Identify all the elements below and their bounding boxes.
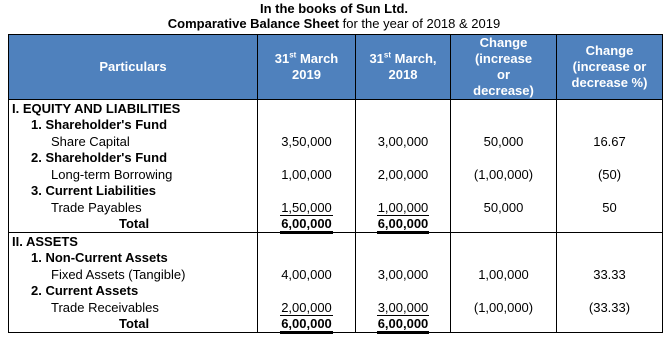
- value-change: (1,00,000): [451, 166, 557, 183]
- value-2019: 1,00,000: [258, 166, 356, 183]
- group-heading: 1. Shareholder's Fund: [9, 117, 258, 134]
- group-heading: 3. Current Liabilities: [9, 183, 258, 200]
- value-change-percent: (33.33): [557, 299, 663, 316]
- header-change: Change (increase or decrease): [451, 35, 557, 100]
- group-heading: 2. Current Assets: [9, 283, 258, 300]
- row-label: Share Capital: [9, 133, 258, 150]
- header-particulars: Particulars: [9, 35, 258, 100]
- value-2018: 3,00,000: [356, 299, 451, 316]
- value-2019: 2,00,000: [258, 299, 356, 316]
- header-2019: 31st March 2019: [258, 35, 356, 100]
- table-row: [9, 133, 663, 150]
- table-row: [9, 199, 663, 216]
- total-2019: 6,00,000: [258, 316, 356, 333]
- section-heading: I. EQUITY AND LIABILITIES: [9, 100, 258, 117]
- value-2018: 2,00,000: [356, 166, 451, 183]
- document-title: In the books of Sun Ltd.: [259, 1, 409, 16]
- group-heading: 2. Shareholder's Fund: [9, 150, 258, 167]
- value-2019: 4,00,000: [258, 266, 356, 283]
- table-row: [9, 166, 663, 183]
- document-subtitle: [0, 16, 668, 32]
- row-label: Trade Payables: [9, 199, 258, 216]
- total-label: Total: [9, 316, 258, 333]
- value-2019: 3,50,000: [258, 133, 356, 150]
- header-2018: 31st March, 2018: [356, 35, 451, 100]
- subtitle-bold: Comparative Balance Sheet: [167, 16, 340, 31]
- row-label: Trade Receivables: [9, 299, 258, 316]
- value-change: 50,000: [451, 133, 557, 150]
- table-row: [9, 233, 663, 250]
- table-row: [9, 283, 663, 300]
- group-heading: 1. Non-Current Assets: [9, 250, 258, 267]
- value-change-percent: (50): [557, 166, 663, 183]
- value-change: 1,00,000: [451, 266, 557, 283]
- total-label: Total: [9, 216, 258, 233]
- header-change-percent: Change (increase or decrease %): [557, 35, 663, 100]
- row-label: Long-term Borrowing: [9, 166, 258, 183]
- value-2018: 3,00,000: [356, 133, 451, 150]
- value-change-percent: 50: [557, 199, 663, 216]
- table-row: [9, 316, 663, 333]
- table-row: [9, 150, 663, 167]
- row-label: Fixed Assets (Tangible): [9, 266, 258, 283]
- value-2019: 1,50,000: [258, 199, 356, 216]
- table-row: [9, 299, 663, 316]
- table-row: [9, 250, 663, 267]
- table-row: [9, 183, 663, 200]
- total-2018: 6,00,000: [356, 216, 451, 233]
- comparative-balance-sheet-table: [8, 34, 663, 333]
- table-row: [9, 100, 663, 117]
- value-change-percent: 16.67: [557, 133, 663, 150]
- value-2018: 3,00,000: [356, 266, 451, 283]
- subtitle-rest: for the year of 2018 & 2019: [339, 16, 501, 31]
- total-2018: 6,00,000: [356, 316, 451, 333]
- table-row: [9, 117, 663, 134]
- value-2018: 1,00,000: [356, 199, 451, 216]
- table-header-row: [9, 35, 663, 100]
- value-change-percent: 33.33: [557, 266, 663, 283]
- value-change: 50,000: [451, 199, 557, 216]
- table-row: [9, 216, 663, 233]
- table-row: [9, 266, 663, 283]
- section-heading: II. ASSETS: [9, 233, 258, 250]
- value-change: (1,00,000): [451, 299, 557, 316]
- total-2019: 6,00,000: [258, 216, 356, 233]
